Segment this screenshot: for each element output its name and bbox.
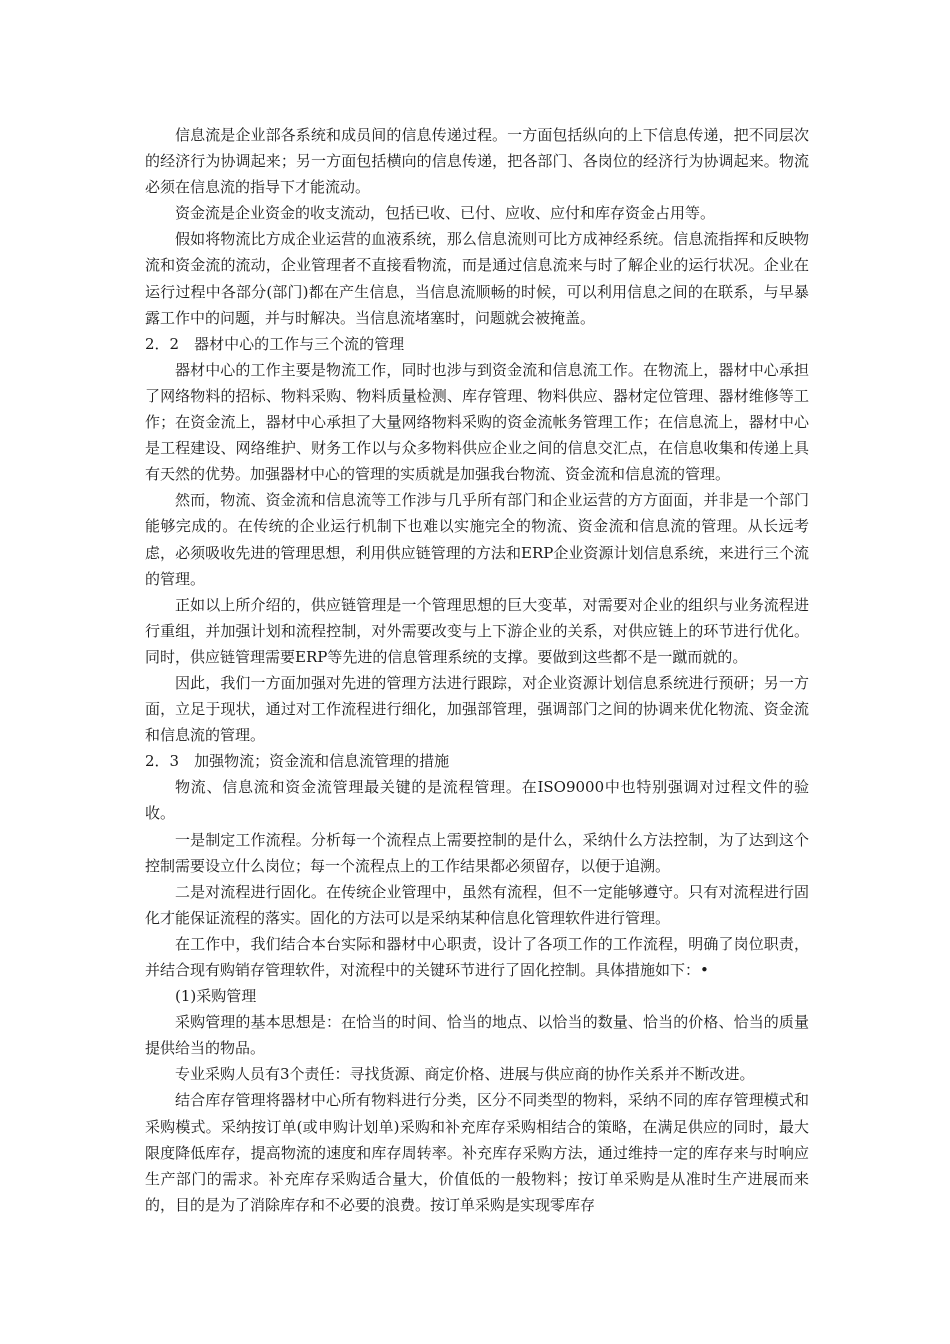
paragraph-therefore: 因此，我们一方面加强对先进的管理方法进行跟踪，对企业资源计划信息系统进行预研；另一方面，立足于现状，通过对工作流程进行细化，加强部管理，强调部门之间的协调来优化物流、资金流和信息流的管理。 [145,673,809,745]
paragraph-equipment-center-work: 器材中心的工作主要是物流工作，同时也涉与到资金流和信息流工作。在物流上，器材中心承担了网络物料的招标、物料采购、物料质量检测、库存管理、物料供应、器材定位管理、器材维修等工作；在资金流上，器材中心承担了大量网络物料采购的资金流帐务管理工作；在信息流上，器材中心是工程建设、网络维护、财务工作以与众多物料供应企业之间的信息交汇点，在信息收集和传递上具有天然的优势。加强器材中心的管理的实质就是加强我台物流、资金流和信息流的管理。 [145,360,809,484]
paragraph-cross-department: 然而，物流、资金流和信息流等工作涉与几乎所有部门和企业运营的方方面面，并非是一个部门能够完成的。在传统的企业运行机制下也难以实施完全的物流、资金流和信息流的管理。从长远考虑，必须吸收先进的管理思想，利用供应链管理的方法和ERP企业资源计划信息系统，来进行三个流的管理。 [145,491,809,588]
paragraph-process-management: 物流、信息流和资金流管理最关键的是流程管理。在ISO9000中也特别强调对过程文件的验收。 [145,778,809,823]
section-heading-2-3: 2．3 加强物流；资金流和信息流管理的措施 [145,752,450,771]
paragraph-solidify-workflow: 二是对流程进行固化。在传统企业管理中，虽然有流程，但不一定能够遵守。只有对流程进行固化才能保证流程的落实。固化的方法可以是采纳某种信息化管理软件进行管理。 [145,882,809,927]
section-heading-2-2: 2．2 器材中心的工作与三个流的管理 [145,334,405,353]
paragraph-analogy: 假如将物流比方成企业运营的血液系统，那么信息流则可比方成神经系统。信息流指挥和反映物流和资金流的流动，企业管理者不直接看物流，而是通过信息流来与时了解企业的运行状况。企业在运行过程中各部分(部门)都在产生信息，当信息流顺畅的时候，可以利用信息之间的在联系，与早暴露工作中的问题，并与时解决。当信息流堵塞时，问题就会被掩盖。 [145,230,809,327]
paragraph-define-workflow: 一是制定工作流程。分析每一个流程点上需要控制的是什么，采纳什么方法控制，为了达到这个控制需要设立什么岗位；每一个流程点上的工作结果都必须留存，以便于追溯。 [145,830,809,875]
document-body [145,122,809,1218]
subheading-procurement: (1)采购管理 [175,987,257,1006]
paragraph-capital-flow: 资金流是企业资金的收支流动，包括已收、已付、应收、应付和库存资金占用等。 [175,204,716,223]
paragraph-supply-chain: 正如以上所介绍的，供应链管理是一个管理思想的巨大变革，对需要对企业的组织与业务流程进行重组，并加强计划和流程控制，对外需要改变与上下游企业的关系，对供应链上的环节进行优化。同时，供应链管理需要ERP等先进的信息管理系统的支撑。要做到这些都不是一蹴而就的。 [145,595,809,666]
paragraph-inventory-strategy: 结合库存管理将器材中心所有物料进行分类，区分不同类型的物料，采纳不同的库存管理模式和采购模式。采纳按订单(或申购计划单)采购和补充库存采购相结合的策略，在满足供应的同时，最大限度降低库存，提高物流的速度和库存周转率。补充库存采购方法，通过维持一定的库存来与时响应生产部门的需求。补充库存采购适合量大，价值低的一般物料；按订单采购是从准时生产进展而来的，目的是为了消除库存和不必要的浪费。按订单采购是实现零库存 [145,1091,809,1214]
paragraph-buyer-duties: 专业采购人员有3个责任：寻找货源、商定价格、进展与供应商的协作关系并不断改进。 [175,1065,755,1084]
paragraph-information-flow: 信息流是企业部各系统和成员间的信息传递过程。一方面包括纵向的上下信息传递，把不同层次的经济行为协调起来；另一方面包括横向的信息传递，把各部门、各岗位的经济行为协调起来。物流必须在信息流的指导下才能流动。 [145,126,809,197]
paragraph-measures: 在工作中，我们结合本台实际和器材中心职责，设计了各项工作的工作流程，明确了岗位职责，并结合现有购销存管理软件，对流程中的关键环节进行了固化控制。具体措施如下：• [145,934,809,979]
paragraph-procurement-idea: 采购管理的基本思想是：在恰当的时间、恰当的地点、以恰当的数量、恰当的价格、恰当的质量提供给当的物品。 [145,1013,809,1058]
